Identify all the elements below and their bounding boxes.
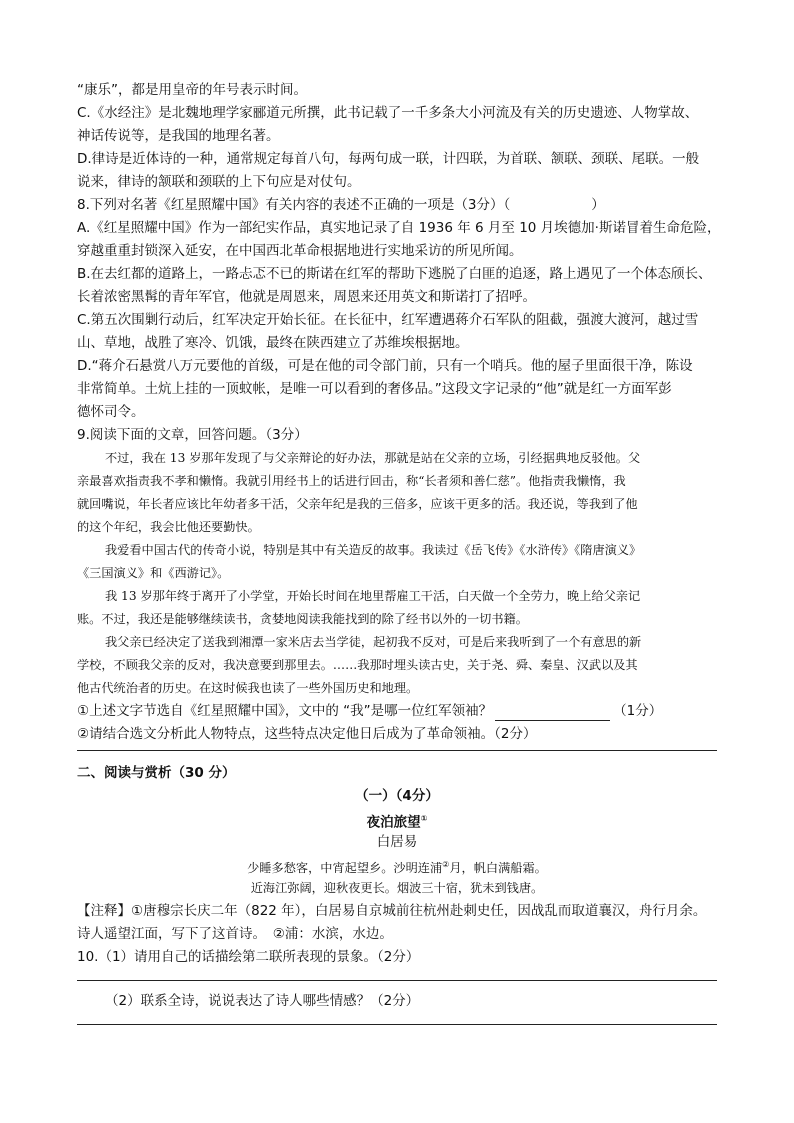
passage-line: 我 13 岁那年终于离开了小学堂，开始长时间在地里帮雇工干活，白天做一个全劳力，晚上给父亲记	[105, 589, 641, 603]
text-line: 德怀司令。	[77, 404, 145, 420]
text-line: “康乐”，都是用皇帝的年号表示时间。	[77, 82, 307, 98]
passage-line: 《三国演义》和《西游记》。	[77, 566, 230, 580]
question-8: 8.下列对名著《红星照耀中国》有关内容的表述不正确的一项是（3分）（ ）	[77, 197, 605, 213]
section-heading: 二、阅读与赏析（30 分）	[77, 765, 236, 781]
poem-note: 诗人遥望江面，写下了这首诗。 ②浦：水滨，水边。	[77, 926, 393, 942]
poem-line-note: ②	[442, 860, 450, 869]
poem-line	[0, 855, 794, 878]
poem-author: 白居易	[376, 834, 418, 850]
answer-line[interactable]	[77, 750, 717, 751]
passage-line: 的这个年纪，我会比他还要勤快。	[77, 520, 260, 534]
poem-title	[0, 809, 794, 833]
question-9-1-text: ①上述文字节选自《红星照耀中国》，文中的 “我”是哪一位红军领袖？	[77, 703, 493, 719]
question-9: 9.阅读下面的文章，回答问题。（3分）	[77, 427, 308, 443]
poem-line-text: 少睡多愁客，中宵起望乡。沙明连浦	[247, 861, 443, 876]
text-line: 穿越重重封锁深入延安，在中国西北革命根据地进行实地采访的所见所闻。	[77, 243, 523, 259]
poem-note: 【注释】①唐穆宗长庆二年（822 年），白居易自京城前往杭州赴刺史任，因战乱而取道襄汉，舟行月余。	[77, 903, 707, 919]
text-line: 说来，律诗的颔联和颈联的上下句应是对仗句。	[77, 174, 361, 190]
text-line: 山、草地，战胜了寒冷、饥饿，最终在陕西建立了苏维埃根据地。	[77, 335, 469, 351]
question-9-1-score: （1分）	[613, 703, 663, 719]
answer-line[interactable]	[77, 980, 717, 981]
poem-title-note: ①	[420, 814, 428, 823]
passage-line: 亲最喜欢指责我不孝和懒惰。我就引用经书上的话进行回击，称“长者须和善仁慈”。他指责我懒惰，我	[77, 474, 626, 488]
question-9-2: ②请结合选文分析此人物特点，这些特点决定他日后成为了革命领袖。（2分）	[77, 726, 537, 742]
passage-line: 他古代统治者的历史。在这时候我也读了一些外国历史和地理。	[77, 681, 419, 695]
text-line: 长着浓密黑髯的青年军官，他就是周恩来，周恩来还用英文和斯诺打了招呼。	[77, 289, 536, 305]
text-line: C.《水经注》是北魏地理学家郦道元所撰，此书记载了一千多条大小河流及有关的历史遗迹、人物掌故、	[77, 105, 699, 121]
text-line: 非常简单。土炕上挂的一顶蚊帐，是唯一可以看到的奢侈品。”这段文字记录的“他”就是红一方面军彭	[77, 381, 672, 397]
poem-title-text: 夜泊旅望	[366, 814, 421, 831]
poem-line-text: 月，帆白满船霜。	[449, 861, 547, 876]
passage-line: 我父亲已经决定了送我到湘潭一家米店去当学徒，起初我不反对，可是后来我听到了一个有意思的新	[105, 635, 642, 649]
question-10-2: （2）联系全诗，说说表达了诗人哪些情感？（2分）	[105, 993, 420, 1009]
question-9-1	[77, 701, 662, 721]
passage-line: 学校，不顾我父亲的反对，我决意要到那里去。……我那时埋头读古史，关于尧、舜、秦皇、汉武以及其	[77, 658, 638, 672]
passage-line: 不过，我在 13 岁那年发现了与父亲辩论的好办法，那就是站在父亲的立场，引经据典地反驳他。父	[105, 451, 641, 465]
option-d: D.“蒋介石悬赏八万元要他的首级，可是在他的司令部门前，只有一个哨兵。他的屋子里面很干净，陈设	[77, 358, 693, 374]
option-b: B.在去红都的道路上，一路忐忑不已的斯诺在红军的帮助下逃脱了白匪的追逐，路上遇见了一个体态颀长、	[77, 266, 712, 282]
question-10-1: 10.（1）请用自己的话描绘第二联所表现的景象。（2分）	[77, 949, 420, 965]
poem-line: 近海江弥阔，迎秋夜更长。烟波三十宿，犹未到钱唐。	[250, 881, 544, 895]
text-line: D.律诗是近体诗的一种，通常规定每首八句，每两句成一联，计四联，为首联、颔联、颈联、尾联。一般	[77, 151, 700, 167]
option-a: A.《红星照耀中国》作为一部纪实作品，真实地记录了自 1936 年 6 月至 10 月埃德加·斯诺冒着生命危险，	[77, 220, 721, 236]
option-c: C.第五次围剿行动后，红军决定开始长征。在长征中，红军遭遇蒋介石军队的阻截，强渡大渡河，越过雪	[77, 312, 699, 328]
part-label: （一）（4分）	[355, 788, 439, 804]
answer-blank[interactable]	[495, 706, 610, 721]
text-line: 神话传说等，是我国的地理名著。	[77, 128, 280, 144]
passage-line: 就回嘴说，年长者应该比年幼者多干活，父亲年纪是我的三倍多，应该干更多的活。我还说，等我到了他	[77, 497, 638, 511]
passage-line: 我爱看中国古代的传奇小说，特别是其中有关造反的故事。我读过《岳飞传》《水浒传》《隋唐演义》	[105, 543, 642, 557]
answer-line[interactable]	[77, 1024, 717, 1025]
passage-line: 账。不过，我还是能够继续读书，贪婪地阅读我能找到的除了经书以外的一切书籍。	[77, 612, 528, 626]
